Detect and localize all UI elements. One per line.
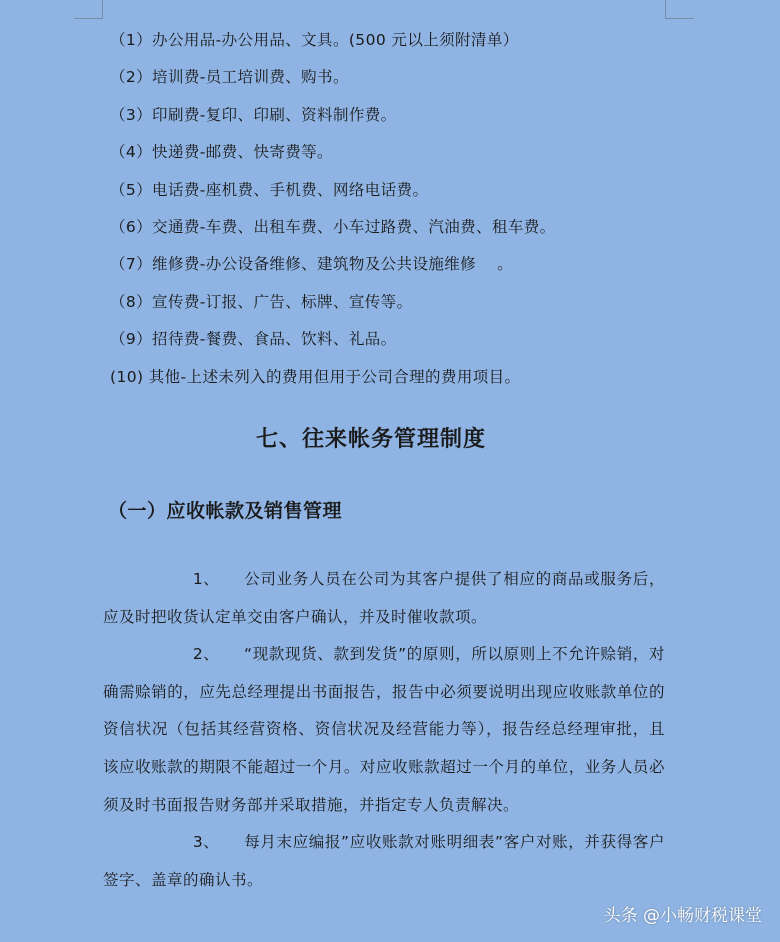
paragraph-list <box>103 561 665 899</box>
list-item: （3）印刷费-复印、印刷、资料制作费。 <box>110 105 397 124</box>
list-item: （6）交通费-车费、出租车费、小车过路费、汽油费、租车费。 <box>110 217 556 236</box>
paragraph <box>103 561 665 636</box>
expense-item-list <box>110 27 556 401</box>
section-title: 七、往来帐务管理制度 <box>255 426 486 452</box>
list-item: （7）维修费-办公设备维修、建筑物及公共设施维修 。 <box>110 255 514 274</box>
paragraph-text: “现款现货、款到发货”的原则，所以原则上不允许赊销，对确需赊销的，应先总经理提出书面报告，报告中必须要说明出现应收账款单位的资信状况（包括其经营资格、资信状况及经营能力等），报告经总经理审批，且该应收账款的期限不能超过一个月。对应收账款超过一个月的单位，业务人员必须及时书面报告财务部并采取措施，并指定专人负责解决。 <box>103 645 665 814</box>
paragraph-number: 1、 <box>192 570 220 588</box>
source-watermark: 头条 @小畅财税课堂 <box>603 906 762 926</box>
paragraph-text: 公司业务人员在公司为其客户提供了相应的商品或服务后，应及时把收货认定单交由客户确认，并及时催收款项。 <box>103 570 665 626</box>
list-item: （9）招待费-餐费、食品、饮料、礼品。 <box>110 330 397 349</box>
page-corner-mark-left <box>74 0 103 19</box>
sub-section-title: （一）应收帐款及销售管理 <box>108 500 343 522</box>
paragraph-number: 2、 <box>192 645 220 664</box>
list-item: （8）宣传费-订报、广告、标牌、宣传等。 <box>110 292 413 311</box>
paragraph-number: 3、 <box>192 833 220 852</box>
paragraph-text: 每月末应编报”应收账款对账明细表”客户对账，并获得客户签字、盖章的确认书。 <box>103 833 665 889</box>
page-corner-mark-right <box>665 0 694 19</box>
list-item: (10) 其他-上述未列入的费用但用于公司合理的费用项目。 <box>110 367 521 386</box>
list-item: （1）办公用品-办公用品、文具。(500 元以上须附清单） <box>110 31 519 49</box>
list-item: （2）培训费-员工培训费、购书。 <box>110 68 349 87</box>
paragraph <box>103 824 665 899</box>
list-item: （5）电话费-座机费、手机费、网络电话费。 <box>110 180 429 199</box>
paragraph <box>103 636 665 824</box>
list-item: （4）快递费-邮费、快寄费等。 <box>110 143 333 162</box>
